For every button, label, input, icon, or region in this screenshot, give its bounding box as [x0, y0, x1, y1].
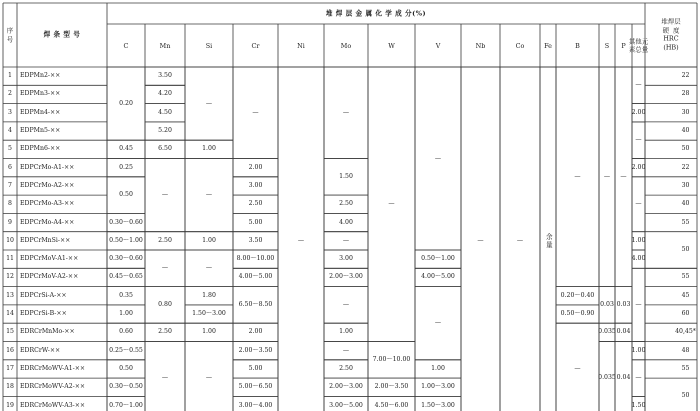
- composition-value: 2.00～3.00: [329, 273, 363, 281]
- composition-value: —: [635, 81, 642, 89]
- composition-value: 0.20: [119, 99, 133, 107]
- row-number: 8: [8, 200, 12, 208]
- composition-value: —: [574, 172, 581, 180]
- composition-value: —: [574, 364, 581, 372]
- hardness-value: 55: [681, 273, 690, 281]
- composition-value: 1.50: [339, 172, 353, 180]
- composition-value: —: [342, 346, 350, 354]
- electrode-model: EDPMn3-××: [20, 90, 61, 98]
- composition-value: 2.50: [158, 236, 172, 244]
- hardness-value: 55: [681, 364, 690, 372]
- composition-value: 2.50: [158, 328, 172, 336]
- composition-value: 2.00～3.50: [374, 383, 409, 391]
- composition-value: —: [161, 190, 169, 198]
- row-number: 5: [8, 145, 12, 153]
- composition-value: 1.00: [202, 328, 216, 336]
- composition-value: 0.50～0.90: [560, 309, 595, 317]
- composition-value: 0.30～0.60: [109, 218, 143, 226]
- composition-value: 4.50: [158, 108, 172, 116]
- composition-value: 2.00～3.00: [329, 383, 363, 391]
- composition-value: 1.50～3.00: [421, 401, 455, 409]
- composition-value: —: [161, 264, 169, 272]
- composition-value: —: [297, 236, 305, 244]
- composition-value: 8.00～10.00: [236, 255, 275, 263]
- composition-value: 5.20: [158, 126, 172, 134]
- composition-value: 4.00～5.00: [238, 273, 273, 281]
- hardness-value: 50: [681, 145, 690, 153]
- composition-value: 0.50～1.00: [109, 236, 143, 244]
- composition-value: 0.45～0.65: [109, 273, 143, 281]
- composition-value: 0.20～0.40: [560, 291, 595, 299]
- composition-value: —: [635, 300, 642, 308]
- composition-value: —: [516, 236, 524, 244]
- composition-value: 2.00: [248, 328, 263, 336]
- header-composition: 堆 焊 层 金 属 化 学 成 分(%): [325, 9, 427, 18]
- row-number: 3: [8, 108, 12, 116]
- header-element: Ni: [297, 41, 305, 50]
- header-element: B: [575, 41, 580, 50]
- composition-value: 0.60: [119, 328, 133, 336]
- composition-value: 2.00～3.50: [238, 346, 273, 354]
- composition-value: 1.50～3.00: [192, 309, 226, 317]
- header-element: Cr: [251, 41, 260, 50]
- composition-value: —: [434, 154, 442, 162]
- composition-value: 0.35: [119, 291, 133, 299]
- composition-value: 7.00～10.00: [372, 355, 411, 363]
- electrode-model: EDPCrMoV-A2-××: [20, 273, 79, 281]
- header-element: Mo: [340, 41, 352, 50]
- electrode-model: EDPCrMnSi-××: [20, 236, 71, 244]
- composition-value: 5.00～6.50: [238, 383, 273, 391]
- hardness-value: 22: [681, 163, 690, 171]
- hardness-value: 40: [681, 126, 690, 134]
- header-element: S: [604, 41, 610, 50]
- header-element: V: [435, 41, 441, 50]
- row-number: 13: [6, 291, 14, 299]
- header-model: 焊 条 型 号: [43, 30, 81, 39]
- composition-value: 4.20: [158, 90, 172, 98]
- row-number: 11: [6, 255, 14, 263]
- composition-value: 0.04: [616, 373, 631, 381]
- composition-value: 6.50: [158, 145, 172, 153]
- composition-value: 2.50: [339, 200, 353, 208]
- electrode-model: EDPCrMo-A3-××: [20, 200, 75, 208]
- electrode-model: EDPCrMo-A1-××: [20, 163, 75, 171]
- composition-value: 0.25: [119, 163, 133, 171]
- row-number: 16: [6, 346, 14, 354]
- composition-value: 4.50～6.00: [374, 401, 409, 409]
- composition-value: —: [635, 136, 642, 144]
- composition-value: 4.00～5.00: [421, 273, 455, 281]
- composition-value: 1.00: [119, 309, 133, 317]
- hardness-value: 60: [681, 309, 690, 317]
- header-element: C: [123, 41, 129, 50]
- composition-value: 1.00: [631, 346, 646, 354]
- composition-value: 0.50: [119, 364, 133, 372]
- composition-value: 0.03: [600, 300, 614, 308]
- hardness-value: 48: [681, 346, 690, 354]
- row-number: 4: [8, 126, 12, 134]
- composition-value: 4.00: [339, 218, 353, 226]
- composition-value: 0.035: [598, 373, 616, 381]
- composition-value: 0.04: [616, 328, 631, 336]
- composition-value: —: [603, 172, 611, 180]
- composition-value: 0.25～0.55: [109, 346, 143, 354]
- composition-value: 5.00: [248, 364, 263, 372]
- composition-value: 3.00: [248, 181, 263, 189]
- electrode-model: EDPMn5-××: [20, 126, 61, 134]
- composition-value: 2.00: [631, 108, 646, 116]
- composition-value: 50: [681, 392, 690, 400]
- composition-value: 3.00: [339, 255, 353, 263]
- composition-value: 0.50: [119, 190, 133, 198]
- composition-value: —: [205, 99, 213, 107]
- composition-value: 1.00: [202, 236, 216, 244]
- composition-value: 0.30～0.60: [109, 255, 143, 263]
- header-element: Mn: [159, 41, 171, 50]
- hardness-value: 40,45*: [675, 328, 696, 336]
- composition-value: —: [635, 373, 642, 381]
- header-element: Si: [205, 41, 213, 50]
- composition-value: —: [342, 300, 350, 308]
- composition-value: —: [342, 236, 350, 244]
- row-number: 12: [6, 273, 14, 281]
- composition-value: —: [342, 108, 350, 116]
- row-number: 18: [6, 383, 14, 391]
- composition-value: 3.50: [248, 236, 263, 244]
- composition-value: 0.70～1.00: [109, 401, 143, 409]
- composition-value: 1.00: [631, 236, 646, 244]
- electrode-model: EDPCrMoV-A1-××: [20, 255, 79, 263]
- composition-value: 3.00～5.00: [329, 401, 363, 409]
- electrode-model: EDRCrMoWV-A2-××: [20, 383, 86, 391]
- electrode-model: EDRCrW-××: [20, 346, 61, 354]
- hardness-value: 30: [681, 181, 690, 189]
- composition-value: —: [434, 319, 442, 327]
- hardness-value: 28: [681, 90, 690, 98]
- composition-value: 3.00～4.00: [238, 401, 273, 409]
- row-number: 14: [6, 309, 14, 317]
- header-hardness: 堆焊层 硬 度 HRC (HB): [661, 17, 681, 52]
- composition-value: 1.80: [202, 291, 216, 299]
- composition-value: 1.00: [339, 328, 353, 336]
- row-number: 10: [6, 236, 14, 244]
- composition-value: —: [252, 108, 259, 116]
- composition-value: —: [161, 373, 169, 381]
- electrode-model: EDPMn6-××: [20, 145, 61, 153]
- electrode-model: EDRCrMoWV-A1-××: [20, 364, 86, 372]
- composition-value: 1.50: [631, 401, 646, 409]
- electrode-model: EDPMn2-××: [20, 72, 61, 80]
- header-element: W: [388, 41, 395, 50]
- composition-value: 2.50: [339, 364, 353, 372]
- electrode-model: EDPCrSi-A-××: [20, 291, 67, 299]
- composition-value: 2.50: [248, 200, 263, 208]
- hardness-value: 45: [681, 291, 690, 299]
- row-number: 7: [8, 181, 12, 189]
- hardness-value: 22: [681, 72, 690, 80]
- composition-value: —: [205, 264, 213, 272]
- composition-value: —: [620, 172, 627, 180]
- composition-value: —: [205, 373, 213, 381]
- electrode-model: EDPMn4-××: [20, 108, 61, 116]
- row-number: 6: [8, 163, 12, 171]
- hardness-value: 40: [681, 200, 690, 208]
- row-number: 2: [8, 90, 12, 98]
- header-element: Nb: [475, 41, 486, 50]
- header-element: Fe: [544, 41, 552, 50]
- hardness-value: 30: [681, 108, 690, 116]
- composition-value: 1.00: [202, 145, 216, 153]
- row-number: 9: [8, 218, 12, 226]
- electrode-model: EDRCrMoWV-A3-××: [20, 401, 86, 409]
- composition-value: —: [388, 200, 395, 208]
- composition-value: 0.30～0.50: [109, 383, 143, 391]
- composition-value: 0.80: [158, 300, 172, 308]
- row-number: 1: [8, 72, 12, 80]
- composition-value: 0.50～1.00: [421, 255, 455, 263]
- header-seq: 序 号: [6, 26, 14, 43]
- composition-value: 余量: [544, 233, 553, 249]
- row-number: 17: [6, 364, 14, 372]
- hardness-value: 55: [681, 218, 690, 226]
- electrode-model: EDRCrMnMo-××: [20, 328, 75, 336]
- composition-value: 2.00: [631, 163, 646, 171]
- composition-value: 2.00: [248, 163, 263, 171]
- composition-value: 4.00: [631, 255, 646, 263]
- composition-value: 1.00～3.00: [421, 383, 455, 391]
- composition-value: —: [477, 236, 484, 244]
- header-element: 其他元 素总量: [628, 36, 649, 54]
- header-element: Co: [515, 41, 525, 50]
- composition-value: 0.035: [598, 328, 616, 336]
- electrode-model: EDPCrMo-A4-××: [20, 218, 75, 226]
- composition-value: —: [635, 200, 642, 208]
- row-number: 15: [6, 328, 14, 336]
- composition-value: 5.00: [248, 218, 263, 226]
- composition-value: 1.00: [431, 364, 445, 372]
- electrode-model: EDPCrSi-B-××: [20, 309, 67, 317]
- electrode-model: EDPCrMo-A2-××: [20, 181, 75, 189]
- composition-value: 3.50: [158, 72, 172, 80]
- composition-value: 0.03: [616, 300, 631, 308]
- header-element: P: [621, 41, 626, 50]
- composition-value: 6.50～8.50: [238, 300, 273, 308]
- composition-value: 50: [681, 245, 690, 253]
- composition-value: 0.45: [119, 145, 133, 153]
- composition-value: —: [205, 190, 213, 198]
- row-number: 19: [6, 401, 14, 409]
